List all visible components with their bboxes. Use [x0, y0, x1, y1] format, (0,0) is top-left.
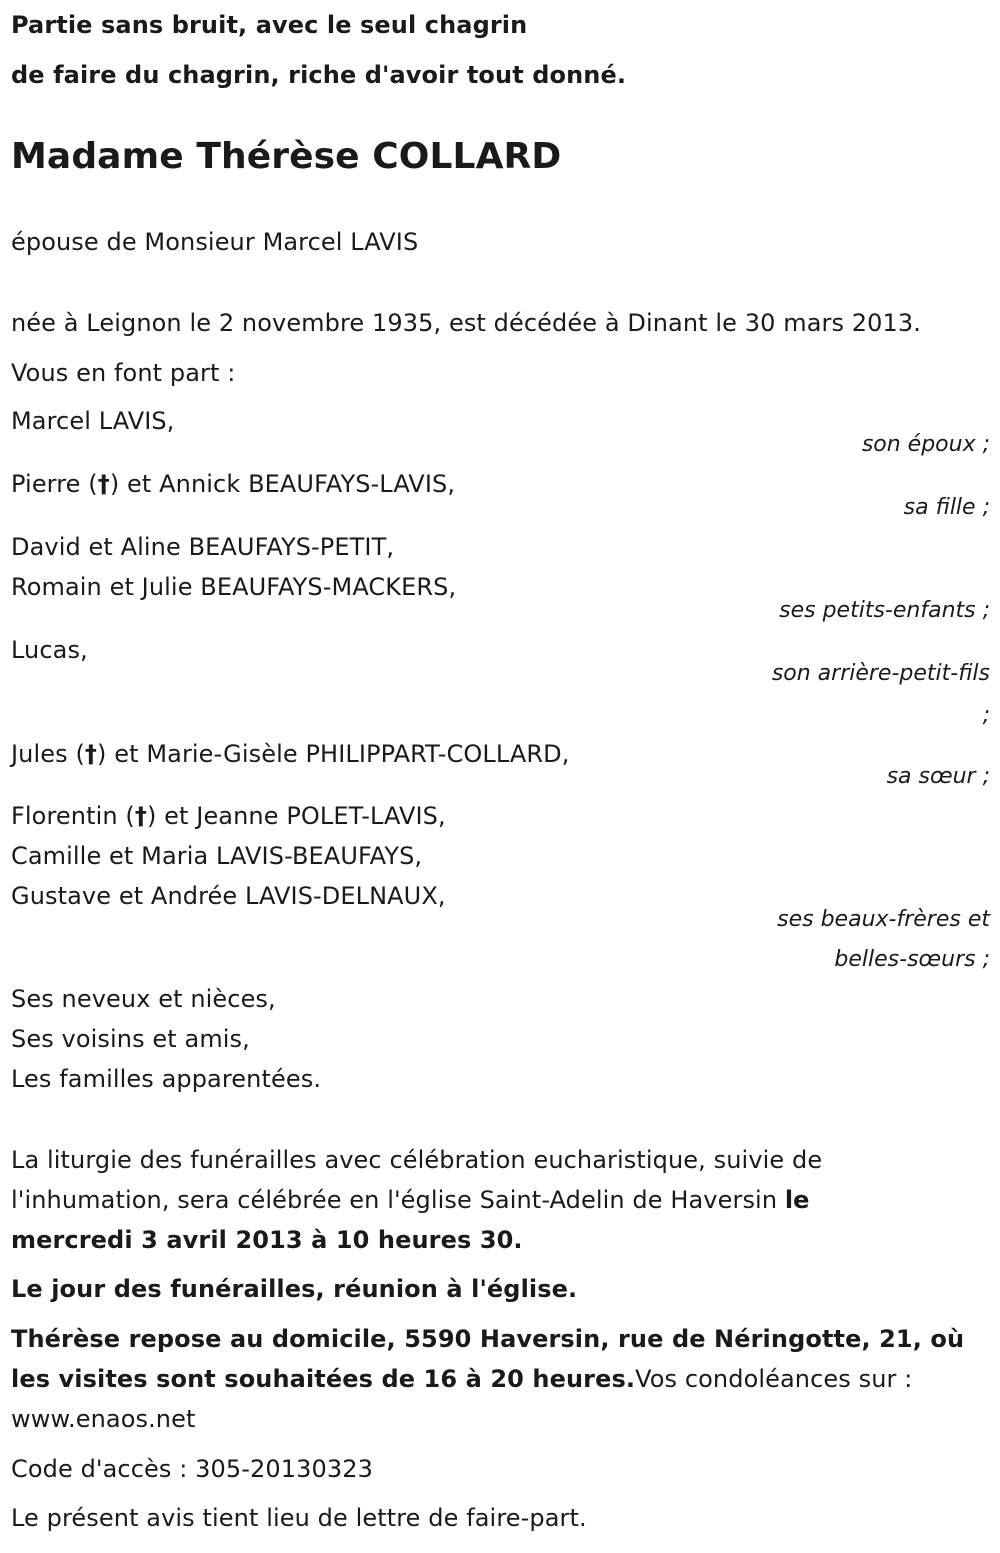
relation-label: son arrière-petit-fils	[771, 661, 990, 686]
cross-icon: †	[134, 802, 147, 830]
family-line: Ses neveux et nièces,	[11, 985, 276, 1013]
family-text: ) et Marie-Gisèle PHILIPPART-COLLARD,	[97, 740, 570, 768]
visit-hours-text: les visites sont souhaitées de 16 à 20 heures.	[11, 1365, 636, 1393]
service-date-text: le	[784, 1186, 810, 1214]
relation-label: ses beaux-frères et	[777, 907, 990, 932]
relation-label: belles-sœurs ;	[834, 947, 990, 972]
family-text: Jules (	[11, 740, 85, 768]
service-text: l'inhumation, sera célébrée en l'église Saint-Adelin de Haversin	[11, 1186, 785, 1214]
birth-death-line: née à Leignon le 2 novembre 1935, est décédée à Dinant le 30 mars 2013.	[11, 309, 922, 337]
family-text: ) et Jeanne POLET-LAVIS,	[146, 802, 446, 830]
website-link[interactable]: www.enaos.net	[11, 1405, 196, 1433]
family-line	[11, 801, 446, 831]
family-line: Ses voisins et amis,	[11, 1025, 250, 1053]
epigraph-line-2: de faire du chagrin, riche d'avoir tout donné.	[11, 61, 627, 89]
family-line	[11, 739, 569, 769]
relation-label: ses petits-enfants ;	[779, 598, 990, 623]
closing-line: Le présent avis tient lieu de lettre de faire-part.	[11, 1504, 587, 1532]
announce-line: Vous en font part :	[11, 359, 236, 387]
family-text: Pierre (	[11, 470, 98, 498]
cross-icon: †	[97, 470, 110, 498]
family-text: Florentin (	[11, 802, 135, 830]
service-date-line: mercredi 3 avril 2013 à 10 heures 30.	[11, 1226, 523, 1254]
family-line	[11, 469, 455, 499]
spouse-line: épouse de Monsieur Marcel LAVIS	[11, 228, 419, 256]
family-line: Les familles apparentées.	[11, 1065, 322, 1093]
condolences-text: Vos condoléances sur :	[635, 1365, 913, 1393]
family-line: Marcel LAVIS,	[11, 407, 175, 435]
relation-label: sa fille ;	[903, 495, 990, 520]
access-code-line: Code d'accès : 305-20130323	[11, 1455, 373, 1483]
family-text: ) et Annick BEAUFAYS-LAVIS,	[109, 470, 456, 498]
family-line: Gustave et Andrée LAVIS-DELNAUX,	[11, 882, 446, 910]
family-line: Romain et Julie BEAUFAYS-MACKERS,	[11, 573, 457, 601]
cross-icon: †	[84, 740, 98, 768]
family-line: Camille et Maria LAVIS-BEAUFAYS,	[11, 842, 423, 870]
family-line: David et Aline BEAUFAYS-PETIT,	[11, 533, 395, 561]
relation-label: son époux ;	[861, 432, 990, 457]
relation-label: sa sœur ;	[886, 764, 990, 789]
service-line: La liturgie des funérailles avec célébration eucharistique, suivie de	[11, 1146, 823, 1174]
rest-line: Thérèse repose au domicile, 5590 Haversin, rue de Néringotte, 21, où	[11, 1325, 965, 1353]
deceased-name: Madame Thérèse COLLARD	[11, 136, 562, 177]
family-line: Lucas,	[11, 636, 88, 664]
rest-line	[11, 1364, 912, 1394]
service-line	[11, 1185, 810, 1215]
meeting-line: Le jour des funérailles, réunion à l'église.	[11, 1275, 578, 1303]
relation-label: ;	[982, 703, 990, 728]
epigraph-line-1: Partie sans bruit, avec le seul chagrin	[11, 11, 528, 39]
